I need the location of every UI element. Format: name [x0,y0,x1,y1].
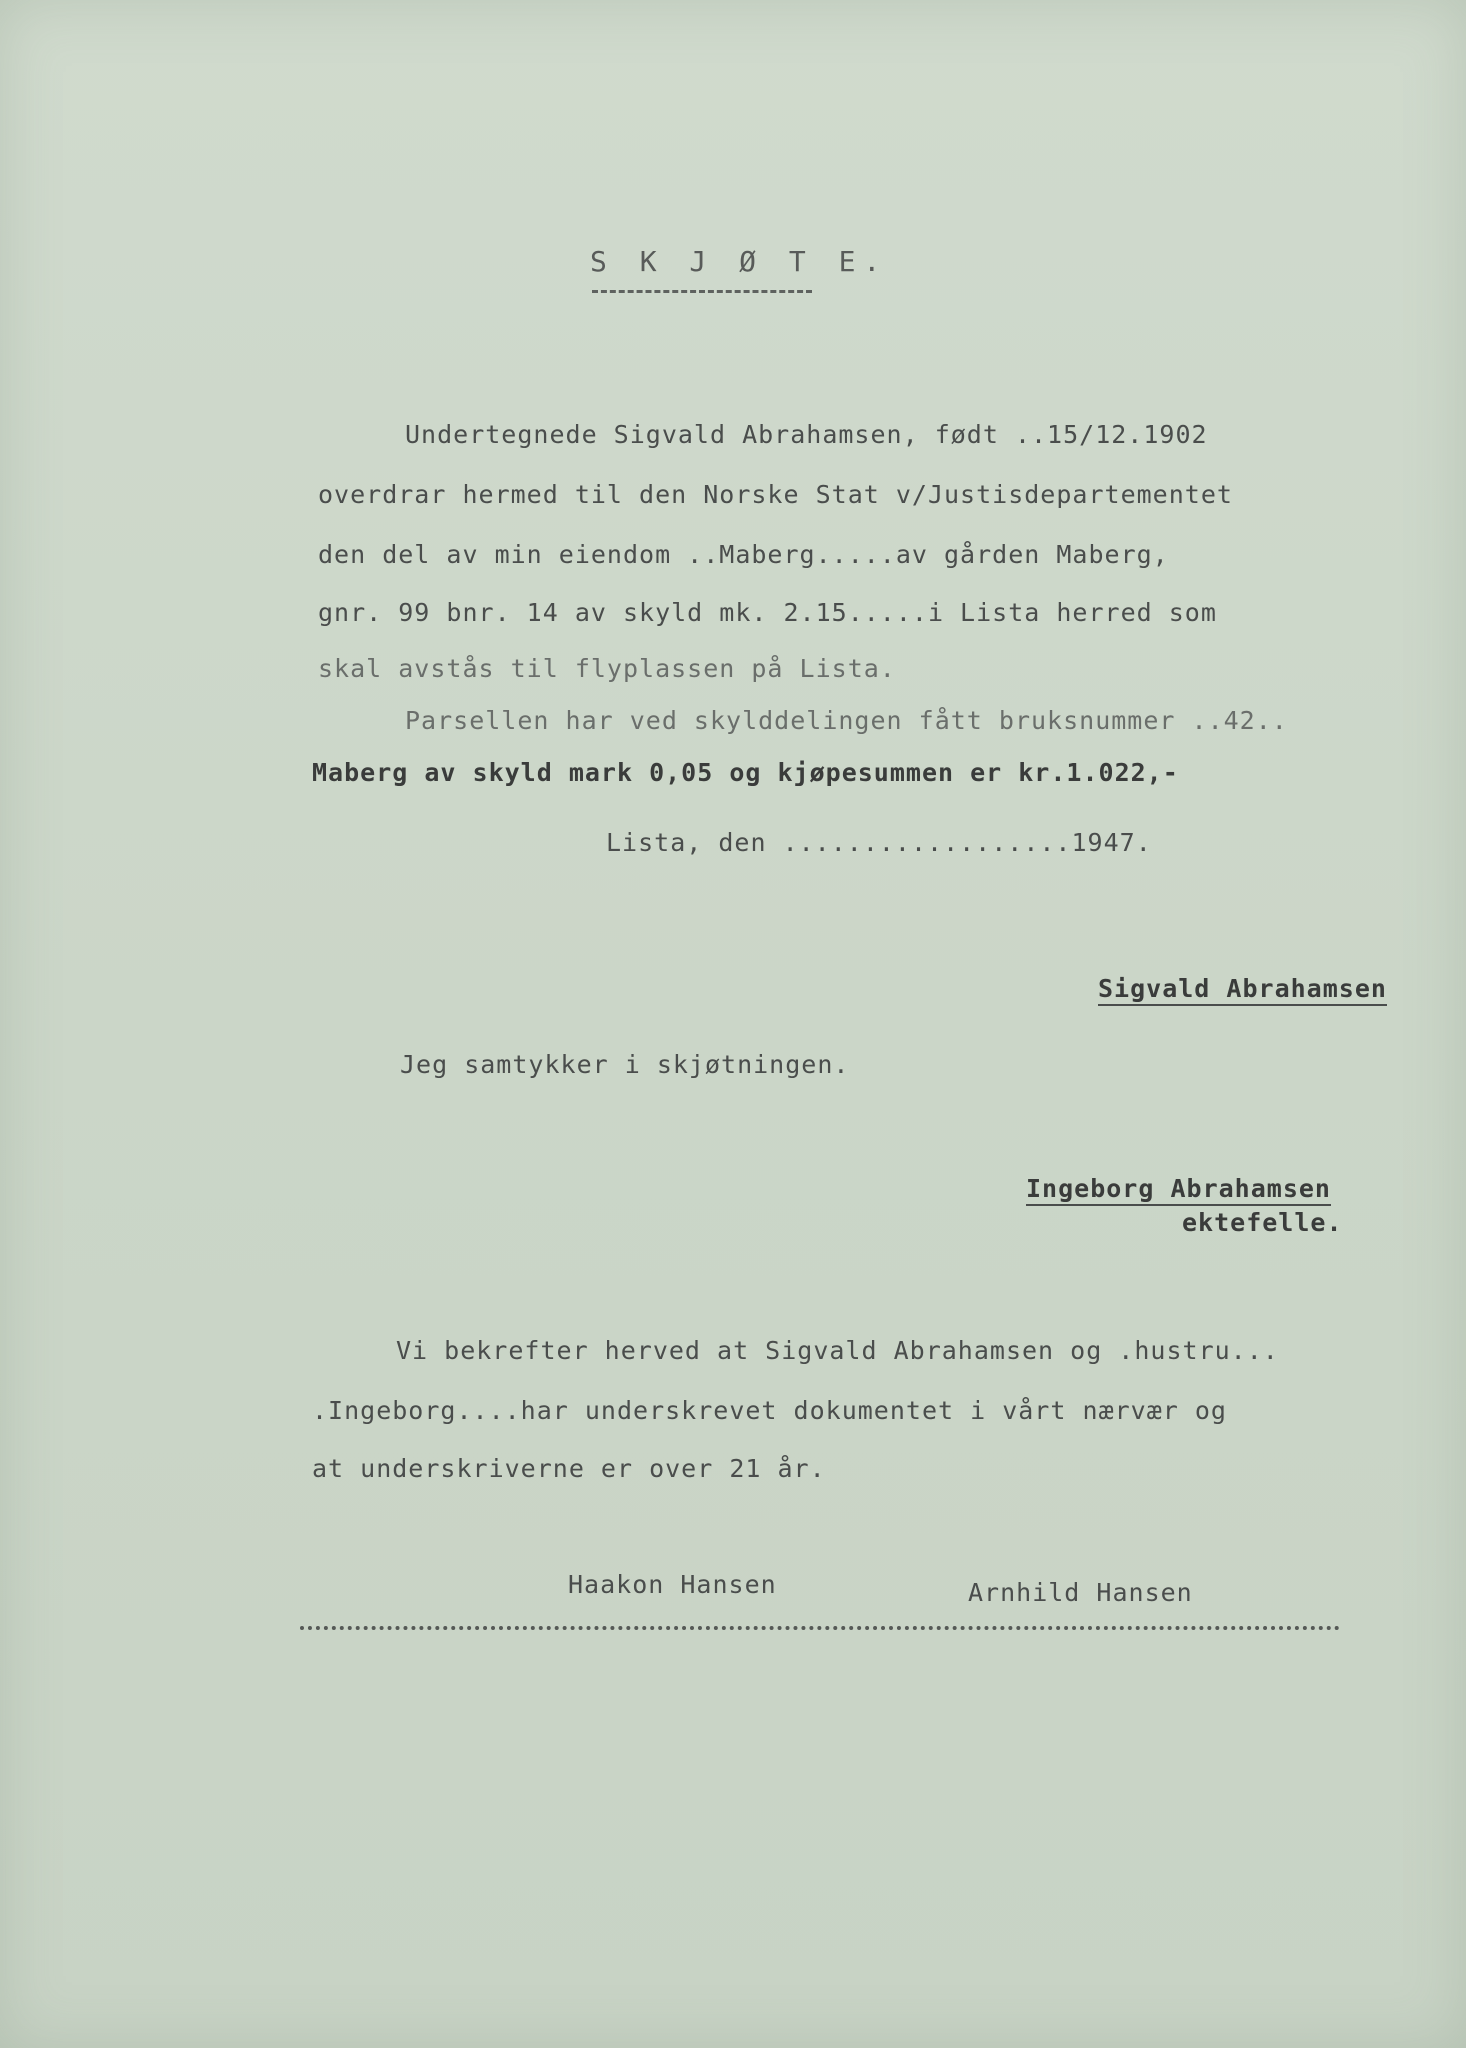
paragraph1-line5: skal avstås til flyplassen på Lista. [318,654,896,683]
paragraph1-line2: overdrar hermed til den Norske Stat v/Justisdepartementet [318,480,1233,509]
signature-sigvald [1098,976,1387,1001]
witness-arnhild: Arnhild Hansen [968,1578,1193,1607]
paragraph2-line1: Parsellen har ved skylddelingen fått bruksnummer ..42.. [405,706,1288,735]
paragraph2-line2: Maberg av skyld mark 0,05 og kjøpesummen er kr.1.022,- [312,758,1179,787]
paragraph3-line3: at underskriverne er over 21 år. [312,1454,826,1483]
place-date: Lista, den ..................1947. [606,828,1152,857]
paragraph3-line2: .Ingeborg....har underskrevet dokumentet i vårt nærvær og [312,1396,1227,1425]
signature-sigvald-text: Sigvald Abrahamsen [1098,974,1387,1006]
signature-ingeborg-role: ektefelle. [1182,1208,1343,1237]
witness-haakon: Haakon Hansen [568,1570,777,1599]
paragraph3-line1: Vi bekrefter herved at Sigvald Abrahamsen og .hustru... [396,1336,1279,1365]
signature-ingeborg [1026,1176,1331,1201]
witness-signature-line [300,1626,1340,1630]
document-title: S K J Ø T E. [590,245,889,278]
paragraph1-line1: Undertegnede Sigvald Abrahamsen, født ..15/12.1902 [405,420,1208,449]
signature-ingeborg-text: Ingeborg Abrahamsen [1026,1174,1331,1206]
consent-text: Jeg samtykker i skjøtningen. [400,1050,850,1079]
paragraph1-line3: den del av min eiendom ..Maberg.....av gården Maberg, [318,540,1169,569]
paragraph1-line4: gnr. 99 bnr. 14 av skyld mk. 2.15.....i Lista herred som [318,598,1217,627]
title-underline [592,290,812,293]
